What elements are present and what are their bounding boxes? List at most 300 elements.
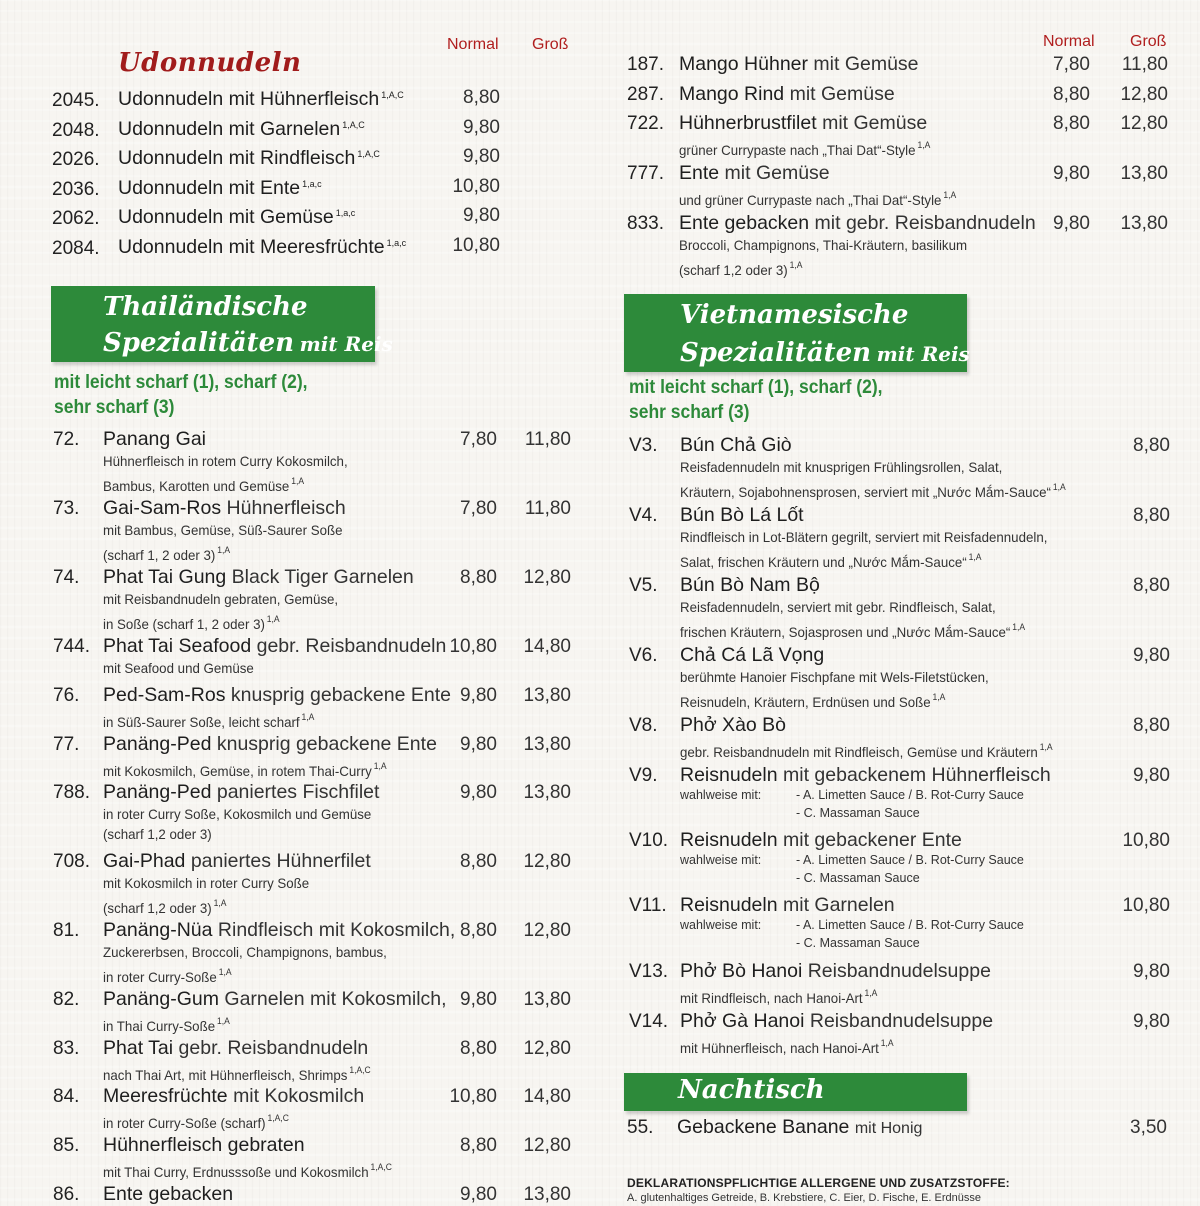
viet-item-price: 8,80	[1133, 715, 1170, 736]
viet-item-desc-text: mit Hühnerfleisch, nach Hanoi-Art	[680, 1040, 879, 1056]
thai-item-desc	[103, 942, 387, 962]
right-item-price-normal: 9,80	[1053, 213, 1090, 234]
thai-spice-note-line1: mit leicht scharf (1), scharf (2),	[54, 372, 308, 393]
right-item-name-rest: mit Gemüse	[822, 112, 928, 134]
dessert-banner-title: Nachtisch	[678, 1075, 825, 1105]
thai-item-name	[103, 635, 446, 658]
thai-item-name	[103, 733, 437, 756]
thai-banner-line2	[103, 328, 393, 358]
viet-item-name-main: Bún Bò Nam Bộ	[680, 574, 820, 596]
thai-item-number: 85.	[53, 1135, 80, 1156]
right-item-name-rest: mit gebr. Reisbandnudeln	[814, 212, 1036, 234]
viet-item-desc-text: Reisfadennudeln mit knusprigen Frühlingsrollen, Salat,	[680, 459, 1003, 475]
thai-item-number: 76.	[53, 685, 80, 706]
thai-item-desc	[103, 451, 348, 471]
thai-item-price-gross: 12,80	[523, 1135, 571, 1156]
thai-item-price-gross: 13,80	[523, 734, 571, 755]
viet-item-name	[680, 434, 792, 457]
viet-item-desc-text: frischen Kräutern, Sojasprosen und „Nước Mắm-Sauce“	[680, 624, 1011, 640]
udon-item-allergen: 1,a,c	[335, 208, 356, 218]
thai-item-desc	[103, 707, 314, 732]
right-item-price-normal: 7,80	[1053, 54, 1090, 75]
viet-item-desc-text: Reisnudeln, Kräutern, Erdnüsen und Soße	[680, 694, 931, 710]
thai-item-price-normal: 10,80	[449, 636, 497, 657]
viet-spice-note	[629, 375, 883, 425]
viet-item-desc-text: Reisfadennudeln, serviert mit gebr. Rindfleisch, Salat,	[680, 599, 996, 615]
thai-item-allergen: 1,A	[301, 712, 315, 722]
thai-item-price-gross: 12,80	[523, 1038, 571, 1059]
thai-item-price-normal: 8,80	[460, 1038, 497, 1059]
thai-item-price-normal: 9,80	[460, 734, 497, 755]
viet-item-number: V5.	[629, 575, 658, 596]
thai-item-number: 74.	[53, 567, 80, 588]
thai-item-name-main: Phat Tai	[103, 1037, 174, 1059]
viet-item-name-rest: mit Garnelen	[783, 894, 895, 916]
viet-item-options-line1: - A. Limetten Sauce / B. Rot-Curry Sauce	[796, 853, 1024, 867]
thai-item-name-main: Gai-Phad	[103, 850, 186, 872]
thai-item-allergen: 1,A,C	[349, 1065, 371, 1075]
right-item-allergen: 1,A	[943, 190, 957, 200]
thai-item-name-main: Panäng-Ped	[103, 733, 212, 755]
udon-item-allergen: 1,A,C	[381, 90, 404, 100]
col-header-gross-right: Groß	[1130, 33, 1167, 50]
viet-item-name	[680, 504, 804, 527]
thai-item-name	[103, 850, 371, 873]
thai-item-name-rest: Rindfleisch mit Kokosmilch,	[217, 919, 456, 941]
right-item-price-gross: 12,80	[1120, 113, 1168, 134]
viet-item-name	[680, 764, 1051, 787]
thai-item-desc-text: mit Reisbandnudeln gebraten, Gemüse,	[103, 591, 339, 607]
thai-item-desc-text: in Süß-Saurer Soße, leicht scharf	[103, 714, 300, 730]
viet-item-name	[680, 644, 824, 667]
viet-item-name	[680, 829, 962, 852]
udon-item-number: 2036.	[52, 179, 100, 200]
thai-item-name	[103, 428, 206, 451]
thai-item-number: 86.	[53, 1184, 80, 1205]
right-item-name	[679, 83, 895, 106]
thai-item-price-gross: 13,80	[523, 1184, 571, 1205]
viet-item-price: 9,80	[1133, 1011, 1170, 1032]
thai-item-number: 77.	[53, 734, 80, 755]
thai-item-desc-text: Bambus, Karotten und Gemüse	[103, 478, 290, 494]
viet-item-options-line1: - A. Limetten Sauce / B. Rot-Curry Sauce	[796, 788, 1024, 802]
udon-item-allergen: 1,a,c	[302, 179, 322, 189]
allergen-footer-title: DEKLARATIONSPFLICHTIGE ALLERGENE UND ZUSATZSTOFFE:	[627, 1176, 1010, 1190]
thai-item-desc	[103, 1011, 230, 1036]
udon-item-name	[118, 118, 365, 141]
thai-item-price-normal: 7,80	[460, 498, 497, 519]
viet-section-banner	[624, 294, 970, 372]
viet-item-name-rest: Reisbandnudelsuppe	[807, 960, 991, 982]
thai-item-name	[103, 497, 346, 520]
thai-item-price-gross: 14,80	[523, 1086, 571, 1107]
thai-item-price-gross: 11,80	[524, 429, 571, 450]
viet-item-price: 8,80	[1133, 575, 1170, 596]
viet-item-name-main: Chả Cá Lã Vọng	[680, 644, 825, 666]
dessert-item-price: 3,50	[1130, 1117, 1167, 1138]
udon-item-price-normal: 10,80	[452, 235, 500, 256]
viet-item-name-main: Bún Chả Giò	[680, 434, 792, 456]
thai-item-name-main: Phat Tai Seafood	[103, 635, 252, 657]
thai-item-name	[103, 1134, 305, 1157]
viet-item-number: V4.	[629, 505, 658, 526]
viet-item-price: 8,80	[1133, 435, 1170, 456]
viet-banner-big: Spezialitäten	[680, 338, 872, 368]
thai-item-name-rest: Hühnerfleisch	[226, 497, 346, 519]
right-item-desc	[679, 185, 956, 210]
thai-item-desc	[103, 873, 309, 893]
thai-banner-line1: Thailändische	[103, 292, 308, 322]
thai-item-price-gross: 14,80	[523, 636, 571, 657]
thai-item-name	[103, 919, 455, 942]
viet-item-options-label: wahlweise mit:	[680, 853, 762, 867]
thai-item-desc-text: nach Thai Art, mit Hühnerfleisch, Shrimps	[103, 1067, 348, 1083]
viet-item-desc	[680, 667, 989, 687]
viet-item-number: V13.	[629, 961, 669, 982]
dessert-item-name-rest: mit Honig	[854, 1120, 923, 1137]
right-item-number: 722.	[627, 113, 664, 134]
udon-item-name	[118, 177, 322, 200]
viet-item-price: 10,80	[1122, 830, 1170, 851]
thai-item-number: 708.	[53, 851, 90, 872]
thai-item-name-main: Hühnerfleisch gebraten	[103, 1134, 305, 1156]
viet-item-name-main: Reisnudeln	[680, 894, 778, 916]
thai-item-desc	[103, 756, 387, 781]
right-item-price-normal: 9,80	[1053, 163, 1090, 184]
udon-item-name	[118, 147, 380, 170]
thai-item-name-rest: gebr. Reisbandnudeln	[178, 1037, 369, 1059]
thai-item-allergen: 1,A,C	[267, 1113, 289, 1123]
thai-item-number: 788.	[53, 782, 90, 803]
right-item-desc	[679, 235, 967, 255]
thai-item-desc	[103, 540, 230, 565]
viet-item-desc-text: berühmte Hanoier Fischpfane mit Wels-Filetstücken,	[680, 669, 989, 685]
viet-item-options-label: wahlweise mit:	[680, 788, 762, 802]
thai-item-desc	[103, 804, 371, 824]
dessert-section-banner	[624, 1073, 967, 1111]
viet-item-desc	[680, 547, 981, 572]
thai-item-price-gross: 12,80	[523, 567, 571, 588]
right-item-name-main: Mango Hühner	[679, 53, 808, 75]
viet-item-name-main: Reisnudeln	[680, 829, 778, 851]
thai-spice-note	[54, 370, 308, 420]
thai-item-number: 744.	[53, 636, 90, 657]
udon-item-number: 2084.	[52, 238, 100, 259]
dessert-item-number: 55.	[627, 1117, 654, 1138]
dessert-item-name-main: Gebackene Banane	[677, 1116, 850, 1138]
viet-item-name-main: Phở Bò Hanoi	[680, 960, 803, 982]
viet-item-desc	[680, 617, 1025, 642]
thai-item-name-main: Gai-Sam-Ros	[103, 497, 222, 519]
viet-item-name	[680, 894, 895, 917]
viet-item-allergen: 1,A	[1039, 742, 1053, 752]
viet-spice-note-line2: sehr scharf (3)	[629, 402, 750, 423]
viet-item-desc	[680, 457, 1002, 477]
thai-item-price-gross: 12,80	[523, 920, 571, 941]
right-item-price-gross: 11,80	[1121, 54, 1168, 75]
viet-item-name-main: Bún Bò Lá Lốt	[680, 504, 804, 526]
viet-item-allergen: 1,A	[1052, 482, 1066, 492]
viet-item-price: 8,80	[1133, 505, 1170, 526]
viet-item-options-line2: - C. Massaman Sauce	[796, 806, 920, 820]
thai-item-name-main: Panang Gai	[103, 428, 206, 450]
thai-item-number: 82.	[53, 989, 80, 1010]
thai-item-desc-text: (scharf 1,2 oder 3)	[103, 826, 212, 842]
thai-item-name-rest: paniertes Hühnerfilet	[190, 850, 371, 872]
udon-item-number: 2026.	[52, 149, 100, 170]
udon-item-price-normal: 9,80	[463, 117, 500, 138]
thai-item-allergen: 1,A,C	[370, 1162, 392, 1172]
right-item-allergen: 1,A	[917, 140, 931, 150]
viet-item-desc	[680, 597, 996, 617]
right-item-name-main: Mango Rind	[679, 83, 785, 105]
viet-item-name	[680, 574, 820, 597]
thai-item-name	[103, 1085, 364, 1108]
viet-spice-note-line1: mit leicht scharf (1), scharf (2),	[629, 377, 883, 398]
thai-item-price-normal: 8,80	[460, 851, 497, 872]
right-item-name-main: Ente gebacken	[679, 212, 810, 234]
thai-item-name	[103, 1183, 233, 1206]
thai-item-price-gross: 13,80	[523, 782, 571, 803]
thai-item-desc	[103, 962, 232, 987]
right-item-name-rest: mit Gemüse	[724, 162, 830, 184]
right-item-number: 287.	[627, 84, 664, 105]
thai-item-desc	[103, 1108, 289, 1133]
right-item-name	[679, 212, 1036, 235]
right-item-price-normal: 8,80	[1053, 113, 1090, 134]
thai-item-desc-text: Zuckererbsen, Broccoli, Champignons, bambus,	[103, 944, 387, 960]
thai-item-number: 83.	[53, 1038, 80, 1059]
allergen-footer-line: A. glutenhaltiges Getreide, B. Krebstiere, C. Eier, D. Fische, E. Erdnüsse	[627, 1192, 981, 1204]
thai-section-banner	[51, 286, 393, 362]
thai-item-price-gross: 13,80	[523, 685, 571, 706]
right-item-allergen: 1,A	[789, 260, 803, 270]
right-item-desc-text: und grüner Currypaste nach „Thai Dat“-Style	[679, 192, 942, 208]
thai-item-desc-text: in roter Curry-Soße (scharf)	[103, 1115, 266, 1131]
viet-item-desc	[680, 737, 1053, 762]
viet-item-number: V9.	[629, 765, 658, 786]
col-header-normal-left: Normal	[447, 36, 499, 53]
thai-item-price-gross: 12,80	[523, 851, 571, 872]
udon-item-number: 2062.	[52, 208, 100, 229]
udon-item-name-text: Udonnudeln mit Gemüse	[118, 206, 334, 228]
thai-item-desc	[103, 520, 342, 540]
thai-item-price-normal: 8,80	[460, 567, 497, 588]
dessert-item-name	[677, 1116, 922, 1139]
thai-spice-note-line2: sehr scharf (3)	[54, 397, 175, 418]
udon-item-name	[118, 88, 404, 111]
right-item-desc-text: grüner Currypaste nach „Thai Dat“-Style	[679, 142, 916, 158]
viet-item-desc	[680, 477, 1066, 502]
right-item-number: 187.	[627, 54, 664, 75]
right-item-name-main: Hühnerbrustfilet	[679, 112, 817, 134]
thai-item-name-rest: paniertes Fischfilet	[216, 781, 380, 803]
thai-item-name-main: Panäng-Nüa	[103, 919, 213, 941]
right-item-name-rest: mit Gemüse	[789, 83, 895, 105]
viet-item-price: 10,80	[1122, 895, 1170, 916]
thai-item-desc-text: mit Seafood und Gemüse	[103, 660, 254, 676]
thai-item-desc-text: mit Kokosmilch, Gemüse, in rotem Thai-Curry	[103, 763, 372, 779]
udon-item-name	[118, 206, 355, 229]
thai-item-desc	[103, 471, 304, 496]
thai-item-price-gross: 11,80	[524, 498, 571, 519]
udon-item-price-normal: 10,80	[452, 176, 500, 197]
thai-item-desc-text: (scharf 1,2 oder 3)	[103, 900, 212, 916]
viet-item-name-rest: mit gebackenem Hühnerfleisch	[783, 764, 1051, 786]
thai-item-name-main: Panäng-Ped	[103, 781, 212, 803]
udon-section-title: Udonnudeln	[118, 48, 302, 78]
right-item-name	[679, 162, 830, 185]
udon-item-name	[118, 236, 406, 259]
viet-item-number: V10.	[629, 830, 669, 851]
right-item-desc	[679, 255, 802, 280]
thai-item-allergen: 1,A	[213, 898, 227, 908]
thai-item-name-rest: Garnelen mit Kokosmilch,	[224, 988, 447, 1010]
viet-item-desc-text: Kräutern, Sojabohnensprosen, serviert mit „Nước Mắm-Sauce“	[680, 484, 1051, 500]
thai-item-name-main: Panäng-Gum	[103, 988, 219, 1010]
viet-item-options-label: wahlweise mit:	[680, 918, 762, 932]
udon-item-price-normal: 9,80	[463, 205, 500, 226]
thai-item-name-rest: Black Tiger Garnelen	[231, 566, 414, 588]
thai-item-allergen: 1,A	[218, 967, 232, 977]
right-item-price-normal: 8,80	[1053, 84, 1090, 105]
viet-item-desc-text: Salat, frischen Kräutern und „Nước Mắm-Sauce“	[680, 554, 967, 570]
viet-item-number: V8.	[629, 715, 658, 736]
viet-item-allergen: 1,A	[968, 552, 982, 562]
thai-item-allergen: 1,A	[217, 545, 231, 555]
viet-item-name-main: Phở Xào Bò	[680, 714, 787, 736]
right-item-price-gross: 13,80	[1120, 163, 1168, 184]
thai-item-name-rest: knusprig gebackene Ente	[216, 733, 437, 755]
col-header-normal-right: Normal	[1043, 33, 1095, 50]
viet-item-desc-text: gebr. Reisbandnudeln mit Rindfleisch, Gemüse und Kräutern	[680, 744, 1038, 760]
thai-item-name-rest: knusprig gebackene Ente	[230, 684, 451, 706]
udon-item-number: 2048.	[52, 120, 100, 141]
right-item-desc-text: (scharf 1,2 oder 3)	[679, 262, 788, 278]
thai-item-number: 72.	[53, 429, 80, 450]
viet-banner-line2	[680, 338, 970, 368]
right-item-name-rest: mit Gemüse	[813, 53, 919, 75]
udon-item-price-normal: 8,80	[463, 87, 500, 108]
thai-item-desc-text: in roter Curry Soße, Kokosmilch und Gemüse	[103, 806, 372, 822]
thai-item-name-main: Ped-Sam-Ros	[103, 684, 226, 706]
viet-item-allergen: 1,A	[864, 988, 878, 998]
udon-item-allergen: 1,a,c	[386, 238, 407, 248]
thai-item-name-rest: gebr. Reisbandnudeln	[256, 635, 447, 657]
udon-item-price-normal: 9,80	[463, 146, 500, 167]
viet-item-options-line2: - C. Massaman Sauce	[796, 936, 920, 950]
viet-banner-line1: Vietnamesische	[680, 300, 909, 330]
viet-item-options-line2: - C. Massaman Sauce	[796, 871, 920, 885]
thai-banner-small: mit Reis	[299, 332, 393, 356]
viet-item-price: 9,80	[1133, 645, 1170, 666]
thai-item-price-normal: 9,80	[460, 685, 497, 706]
thai-item-allergen: 1,A	[266, 614, 280, 624]
thai-item-price-normal: 7,80	[460, 429, 497, 450]
right-item-desc	[679, 135, 930, 160]
viet-item-name-rest: mit gebackener Ente	[783, 829, 962, 851]
viet-item-allergen: 1,A	[932, 692, 946, 702]
viet-item-allergen: 1,A	[1012, 622, 1026, 632]
right-item-desc-text: Broccoli, Champignons, Thai-Kräutern, basilikum	[679, 237, 968, 253]
thai-item-allergen: 1,A	[373, 761, 387, 771]
thai-item-desc	[103, 658, 254, 678]
thai-item-number: 81.	[53, 920, 80, 941]
right-item-name	[679, 112, 927, 135]
viet-item-desc	[680, 983, 877, 1008]
thai-item-desc-text: in Soße (scharf 1, 2 oder 3)	[103, 616, 265, 632]
thai-item-desc-text: in Thai Curry-Soße	[103, 1018, 216, 1034]
viet-item-name	[680, 960, 991, 983]
thai-item-desc	[103, 893, 226, 918]
viet-item-price: 9,80	[1133, 765, 1170, 786]
thai-item-number: 73.	[53, 498, 80, 519]
viet-item-price: 9,80	[1133, 961, 1170, 982]
thai-item-desc-text: (scharf 1, 2 oder 3)	[103, 547, 216, 563]
thai-item-price-normal: 9,80	[460, 1184, 497, 1205]
thai-item-name	[103, 1037, 368, 1060]
viet-item-number: V14.	[629, 1011, 669, 1032]
thai-item-name	[103, 988, 447, 1011]
udon-item-name-text: Udonnudeln mit Ente	[118, 177, 301, 199]
viet-item-desc-text: mit Rindfleisch, nach Hanoi-Art	[680, 990, 863, 1006]
right-item-name-main: Ente	[679, 162, 720, 184]
viet-item-number: V11.	[629, 895, 667, 916]
right-item-name	[679, 53, 919, 76]
thai-item-price-normal: 9,80	[460, 989, 497, 1010]
viet-item-number: V3.	[629, 435, 658, 456]
thai-item-desc	[103, 1060, 371, 1085]
thai-item-name	[103, 781, 379, 804]
thai-item-price-gross: 13,80	[523, 989, 571, 1010]
viet-item-desc	[680, 1033, 894, 1058]
right-item-number: 777.	[627, 163, 664, 184]
col-header-gross-left: Groß	[532, 36, 569, 53]
udon-item-allergen: 1,A,C	[357, 149, 380, 159]
thai-item-price-normal: 8,80	[460, 920, 497, 941]
viet-item-desc	[680, 527, 1047, 547]
right-item-price-gross: 12,80	[1120, 84, 1168, 105]
viet-item-desc	[680, 687, 945, 712]
thai-item-name-rest: mit Kokosmilch	[233, 1085, 365, 1107]
thai-item-desc	[103, 589, 338, 609]
thai-item-desc	[103, 824, 212, 844]
thai-item-desc-text: mit Thai Curry, Erdnusssoße und Kokosmilch	[103, 1164, 369, 1180]
thai-item-desc-text: in roter Curry-Soße	[103, 969, 217, 985]
viet-item-name-main: Phở Gà Hanoi	[680, 1010, 805, 1032]
thai-item-desc-text: Hühnerfleisch in rotem Curry Kokosmilch,	[103, 453, 348, 469]
right-item-price-gross: 13,80	[1120, 213, 1168, 234]
thai-item-name	[103, 684, 451, 707]
viet-item-name	[680, 714, 786, 737]
udon-item-name-text: Udonnudeln mit Hühnerfleisch	[118, 88, 380, 110]
thai-banner-big: Spezialitäten	[103, 328, 295, 358]
viet-item-name	[680, 1010, 993, 1033]
viet-item-allergen: 1,A	[880, 1038, 894, 1048]
udon-item-name-text: Udonnudeln mit Meeresfrüchte	[118, 236, 385, 258]
udon-item-name-text: Udonnudeln mit Garnelen	[118, 118, 341, 140]
thai-item-name-main: Ente gebacken	[103, 1183, 234, 1205]
thai-item-price-normal: 8,80	[460, 1135, 497, 1156]
right-item-number: 833.	[627, 213, 664, 234]
thai-item-number: 84.	[53, 1086, 80, 1107]
viet-item-name-main: Reisnudeln	[680, 764, 778, 786]
thai-item-name-main: Phat Tai Gung	[103, 566, 227, 588]
udon-item-number: 2045.	[52, 90, 100, 111]
thai-item-name-main: Meeresfrüchte	[103, 1085, 228, 1107]
viet-item-desc-text: Rindfleisch in Lot-Blätern gegrilt, serviert mit Reisfadennudeln,	[680, 529, 1048, 545]
thai-item-name	[103, 566, 414, 589]
